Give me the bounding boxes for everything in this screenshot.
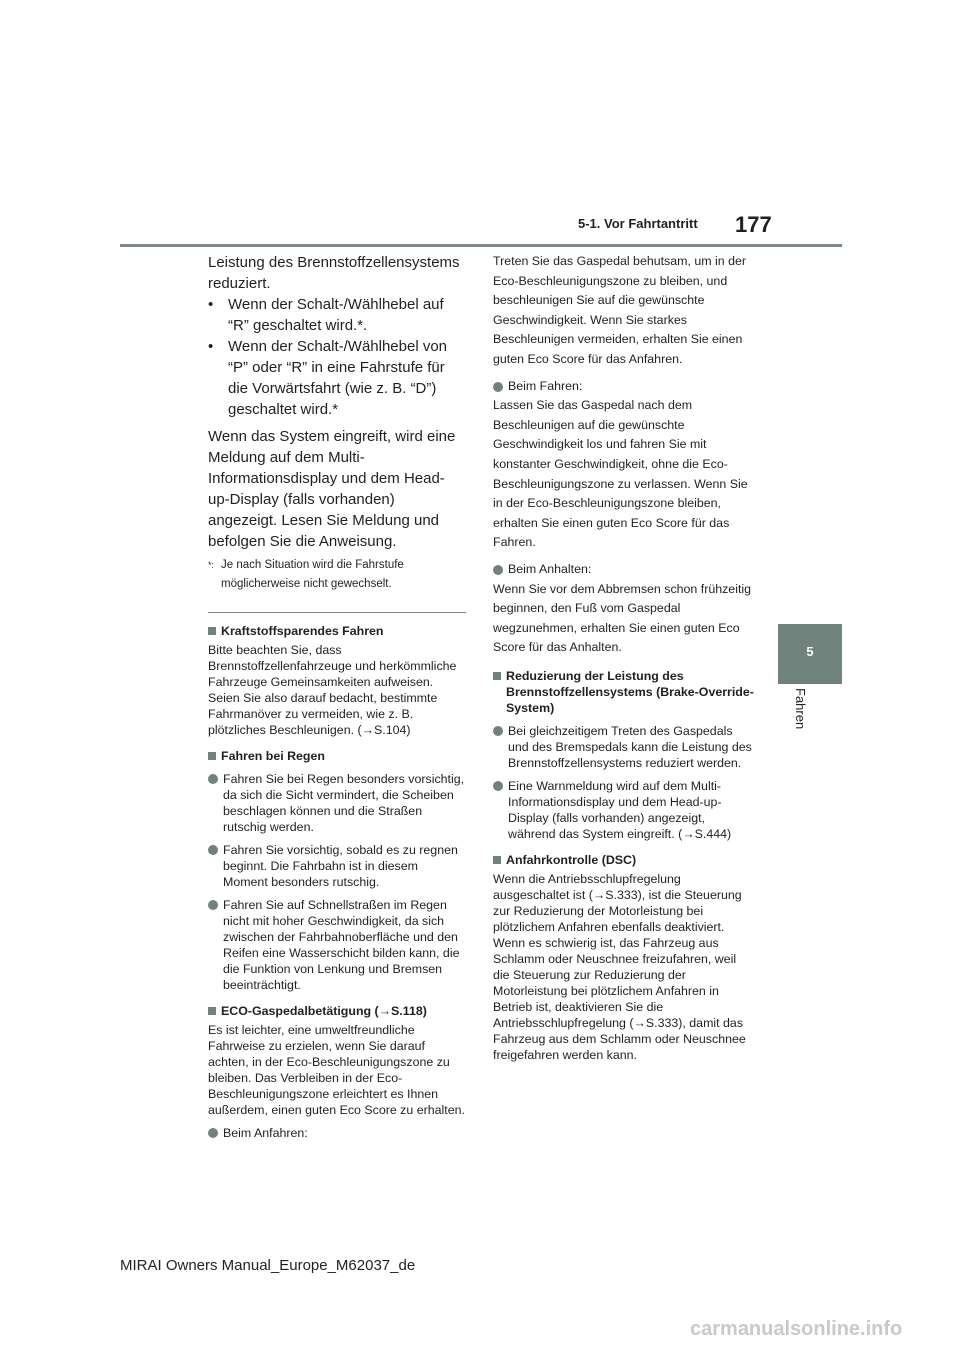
footnote-marker: *:: [208, 560, 215, 570]
chapter-tab[interactable]: 5: [778, 624, 842, 684]
body-paragraph: Treten Sie das Gaspedal behutsam, um in der Eco-Beschleunigungszone zu bleiben, und beschleunigen Sie auf die gewünschte Geschwindigkeit. Wenn Sie starkes Beschleunigen vermeiden, erhalten Sie einen guten Eco Score für das Anfahren.: [493, 254, 746, 366]
list-item: • Wenn der Schalt-/Wählhebel auf “R” geschaltet wird.*.: [208, 294, 466, 336]
square-bullet-icon: [208, 752, 216, 760]
footnote: [208, 556, 466, 594]
square-bullet-icon: [493, 856, 501, 864]
list-item: Fahren Sie vorsichtig, sobald es zu regnen beginnt. Die Fahrbahn ist in diesem Moment besonders rutschig.: [208, 842, 466, 890]
section-text: Es ist leichter, eine umweltfreundliche Fahrweise zu erzielen, wenn Sie darauf achten, in der Eco-Beschleunigungszone zu bleiben. Das Verbleiben in der Eco-Beschleunigungszone erleichtert es Ihnen außerdem, einen guten Eco Score zu erhalten.: [208, 1023, 465, 1117]
circle-bullet-icon: [493, 565, 503, 575]
section-text: Wenn die Antriebsschlupfregelung ausgeschaltet ist (→S.333), ist die Steuerung zur Reduzierung der Motorleistung bei plötzlichem Anfahren ebenfalls deaktiviert. Wenn es schwierig ist, das Fahrzeug aus Schlamm oder Neuschnee freizufahren, weil die Steuerung zur Reduzierung der Motorleistung bei plötzlichem Anfahren in Betrieb ist, deaktivieren Sie die Antriebsschlupfregelung (→S.333), damit das Fahrzeug aus dem Schlamm oder Neuschnee freigefahren werden kann.: [493, 871, 746, 1062]
page-number: 177: [735, 212, 772, 237]
circle-bullet-icon: [208, 1128, 218, 1138]
intro-text: Leistung des Brennstoffzellensystems reduziert.: [208, 254, 460, 292]
list-item: Beim Anfahren:: [208, 1125, 466, 1141]
footnote-text: Je nach Situation wird die Fahrstufe möglicherweise nicht gewechselt.: [221, 559, 404, 590]
circle-bullet-icon: [208, 845, 218, 855]
square-bullet-icon: [208, 627, 216, 635]
left-column: [208, 252, 466, 1141]
list-item: Beim Fahren:: [493, 377, 755, 397]
watermark: carmanualsonline.info: [690, 1318, 903, 1340]
square-bullet-icon: [208, 1007, 216, 1015]
list-item: Bei gleichzeitigem Treten des Gaspedals und des Bremspedals kann die Leistung des Brennstoffzellensystems reduziert werden.: [493, 723, 755, 771]
list-item: Fahren Sie auf Schnellstraßen im Regen nicht mit hoher Geschwindigkeit, da sich zwischen der Fahrbahnoberfläche und den Reifen eine Wasserschicht bilden kann, die die Funktion von Lenkung und Bremsen beeinträchtigt.: [208, 897, 466, 993]
section-text: Bitte beachten Sie, dass Brennstoffzellenfahrzeuge und herkömmliche Fahrzeuge Gemeinsamkeiten aufweisen. Seien Sie also darauf bedacht, bestimmte Fahrmanöver zu vermeiden, wie z. B. plötzliches Beschleunigen. (→S.104): [208, 643, 457, 737]
bullet-text: Wenn der Schalt-/Wählhebel auf “R” geschaltet wird.*.: [228, 296, 444, 334]
footer-text: MIRAI Owners Manual_Europe_M62037_de: [120, 1257, 416, 1274]
section-heading: Reduzierung der Leistung des Brennstoffzellensystems (Brake-Override-System): [493, 668, 755, 716]
list-item: Eine Warnmeldung wird auf dem Multi-Informationsdisplay und dem Head-up-Display (falls vorhanden) angezeigt, während das System eingreift. (→S.444): [493, 778, 755, 842]
list-item: • Wenn der Schalt-/Wählhebel von “P” oder “R” in eine Fahrstufe für die Vorwärtsfahrt (wie z. B. “D”) geschaltet wird.*: [208, 336, 466, 420]
body-paragraph: Lassen Sie das Gaspedal nach dem Beschleunigen auf die gewünschte Geschwindigkeit los und fahren Sie mit konstanter Geschwindigkeit, ohne die Eco-Beschleunigungszone zu verlassen. Wenn Sie in der Eco-Beschleunigungszone bleiben, erhalten Sie einen guten Eco Score für das Fahren.: [493, 398, 748, 550]
divider: [208, 612, 466, 613]
section-heading: Anfahrkontrolle (DSC): [493, 852, 755, 868]
body-paragraph: Wenn Sie vor dem Abbremsen schon frühzeitig beginnen, den Fuß vom Gaspedal wegzunehmen, erhalten Sie einen guten Eco Score für das Anhalten.: [493, 581, 752, 655]
list-item: Beim Anhalten:: [493, 560, 755, 580]
circle-bullet-icon: [493, 781, 503, 791]
circle-bullet-icon: [493, 382, 503, 392]
section-heading: Kraftstoffsparendes Fahren: [208, 623, 466, 639]
section-heading: ECO-Gaspedalbetätigung (→S.118): [208, 1003, 466, 1019]
list-item: Fahren Sie bei Regen besonders vorsichtig, da sich die Sicht vermindert, die Scheiben beschlagen können und die Straßen rutschig werden.: [208, 771, 466, 835]
body-paragraph: Wenn das System eingreift, wird eine Meldung auf dem Multi-Informationsdisplay und dem Head-up-Display (falls vorhanden) angezeigt. Lesen Sie Meldung und befolgen Sie die Anweisung.: [208, 428, 456, 550]
section-heading: Fahren bei Regen: [208, 748, 466, 764]
right-column: [493, 252, 755, 1063]
square-bullet-icon: [493, 672, 501, 680]
circle-bullet-icon: [208, 900, 218, 910]
section-title: 5-1. Vor Fahrtantritt: [578, 216, 698, 231]
circle-bullet-icon: [208, 774, 218, 784]
chapter-label: Fahren: [793, 688, 808, 730]
header-rule: [120, 244, 842, 247]
circle-bullet-icon: [493, 726, 503, 736]
bullet-text: Wenn der Schalt-/Wählhebel von “P” oder “R” in eine Fahrstufe für die Vorwärtsfahrt (wie z. B. “D”) geschaltet wird.*: [228, 338, 448, 418]
